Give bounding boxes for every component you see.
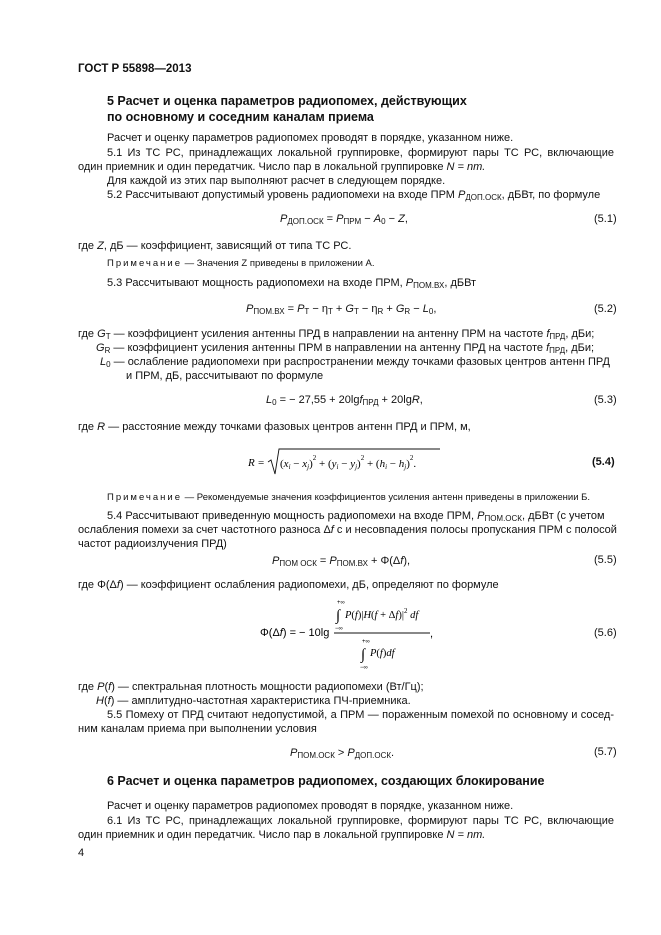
svg-text:∫: ∫: [336, 608, 341, 624]
svg-text:+∞: +∞: [362, 639, 370, 645]
equation-5-6: [258, 598, 448, 683]
equation-5-4: [248, 446, 448, 483]
section-6-heading: 6 Расчет и оценка параметров радиопомех, создающих блокирование: [107, 774, 545, 788]
where-5-6-line-2: H(f) — амплитудно-частотная характеристика ПЧ-приемника.: [96, 695, 411, 707]
note-2: Примечание — Рекомендуемые значения коэффициентов усиления антенн приведены в приложении Б.: [107, 492, 591, 503]
svg-text:=: =: [258, 457, 265, 469]
para-5-1-line-3: Для каждой из этих пар выполняют расчет в следующем порядке.: [107, 175, 446, 187]
para-6-1-line-2: один приемник и один передатчик. Число пар в локальной группировке N = nm.: [78, 829, 486, 841]
document-code: ГОСТ Р 55898—2013: [78, 63, 192, 75]
where-5-2-line-2: $G_R$ — коэффициент усиления антенны ПРМ в направлении на антенну ПРД на частоте $f_{ПРД}$, дБи;: [96, 342, 595, 355]
equation-5-1: $P_{ДОП.ОСК} = P_{ПРМ} - A_0 - Z$,: [280, 213, 408, 226]
where-5-1: где Z, дБ — коэффициент, зависящий от типа ТС РС.: [78, 240, 352, 252]
section-6-intro: Расчет и оценку параметров радиопомех проводят в порядке, указанном ниже.: [107, 800, 514, 812]
equation-5-3: $L_0$ = − 27,55 + 20lgf$_{ПРД}$ + 20lgR,: [266, 394, 423, 407]
equation-5-7-number: (5.7): [594, 746, 617, 758]
page-number: 4: [78, 847, 85, 859]
svg-text:∫: ∫: [361, 647, 366, 663]
section-5-heading-line-2: по основному и соседним каналам приема: [107, 110, 374, 124]
svg-text:(xi − xj)2 + (yi − yj)2 + (hi: (xi − xj)$^2$ + (yi − yj)$^2$ + (hi − hj)$^2$.: [280, 454, 417, 471]
equation-5-7: $P_{ПОМ.ОСК} > P_{ДОП.ОСК}$.: [290, 747, 395, 760]
where-5-2-line-3: $L_0$ — ослабление радиопомехи при распространении между точками фазовых центров антенн ПРД: [100, 356, 610, 369]
equation-5-5: $P_{ПОМ ОСК} = P_{ПОМ.ВХ} + \Phi(\Delta f)$,: [272, 555, 411, 568]
sqrt-formula: [248, 446, 448, 478]
para-5-5-line-1: 5.5 Помеху от ПРД считают недопустимой, а ПРМ — пораженным помехой по основному и сосед-: [107, 709, 614, 721]
section-5-intro: Расчет и оценку параметров радиопомех проводят в порядке, указанном ниже.: [107, 132, 514, 144]
where-5-5: где Φ(Δf) — коэффициент ослабления радиопомехи, дБ, определяют по формуле: [78, 579, 499, 591]
section-5-heading-line-1: 5 Расчет и оценка параметров радиопомех, действующих: [107, 94, 467, 108]
where-5-6-line-1: где P(f) — спектральная плотность мощности радиопомехи (Вт/Гц);: [78, 681, 424, 693]
integral-fraction: [258, 598, 448, 678]
para-5-3: 5.3 Рассчитывают мощность радиопомехи на входе ПРМ, $P_{ПОМ.ВХ}$, дБВт: [107, 277, 477, 290]
para-5-4-line-3: частот радиоизлучения ПРД): [78, 538, 227, 550]
svg-text:R: R: [248, 457, 255, 469]
svg-text:P(f)|H(f + Δf)|2 df: $P(f)|H(f + \Delta f)|^2$ df: [345, 607, 419, 621]
equation-5-5-number: (5.5): [594, 554, 617, 566]
svg-text:+∞: +∞: [337, 600, 345, 606]
where-5-2-line-1: где $G_Т$ — коэффициент усиления антенны ПРД в направлении на антенну ПРМ на частоте $f_{ПРД}$, дБи;: [78, 328, 595, 341]
svg-text:,: ,: [430, 628, 434, 640]
svg-text:−∞: −∞: [360, 665, 368, 671]
para-6-1-line-1: 6.1 Из ТС РС, принадлежащих локальной группировке, формируют пары ТС РС, включающие: [107, 815, 614, 827]
note-1: Примечание — Значения Z приведены в приложении А.: [107, 258, 375, 269]
svg-text:−∞: −∞: [335, 626, 343, 632]
equation-5-3-number: (5.3): [594, 394, 617, 406]
para-5-2: 5.2 Рассчитывают допустимый уровень радиопомехи на входе ПРМ $P_{ДОП.ОСК}$, дБВт, по формуле: [107, 189, 601, 202]
equation-5-4-number: (5.4): [592, 456, 615, 468]
equation-5-6-number: (5.6): [594, 627, 617, 639]
para-5-5-line-2: ним каналам приема при выполнении условия: [78, 723, 317, 735]
para-5-4-line-1: 5.4 Рассчитывают приведенную мощность радиопомехи на входе ПРМ, $P_{ПОМ.ОСК}$, дБВт (с учетом: [107, 510, 605, 523]
para-5-1-line-2: один приемник и один передатчик. Число пар в локальной группировке N = nm.: [78, 161, 486, 173]
para-5-4-line-2: ослабления помехи за счет частотного разноса Δf с и несовпадения полосы пропускания ПРМ с полосой: [78, 524, 617, 536]
equation-5-1-number: (5.1): [594, 213, 617, 225]
where-5-3: где R — расстояние между точками фазовых центров антенн ПРД и ПРМ, м,: [78, 421, 471, 433]
where-5-2-line-4: и ПРМ, дБ, рассчитывают по формуле: [126, 370, 324, 382]
svg-text:P(f)df: P(f)df: [370, 648, 395, 659]
para-5-1-line-1: 5.1 Из ТС РС, принадлежащих локальной группировке, формируют пары ТС РС, включающие: [107, 147, 614, 159]
equation-5-2: $P_{ПОМ.ВХ} = P_Т - \eta_Т + G_Т - \eta_R + G_R - L_0$,: [246, 303, 437, 316]
svg-text:Φ(Δf) = − 10lg: Φ(Δf) = − 10lg: [260, 627, 330, 639]
equation-5-2-number: (5.2): [594, 303, 617, 315]
